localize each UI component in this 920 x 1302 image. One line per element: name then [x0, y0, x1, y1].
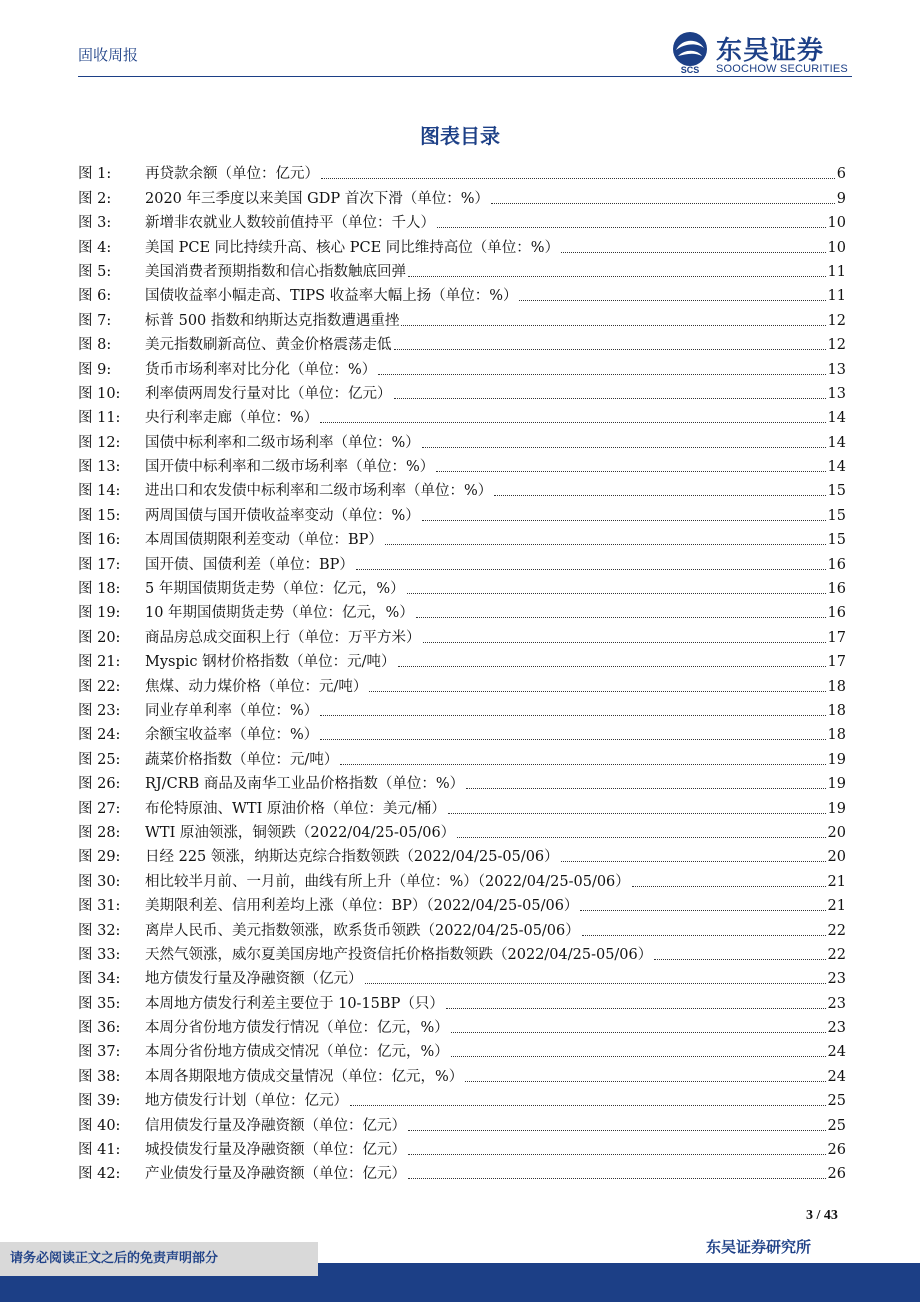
toc-dot-leader: [356, 566, 826, 570]
toc-dot-leader: [582, 932, 826, 936]
toc-page-number: 15: [827, 507, 846, 524]
toc-entry[interactable]: [78, 696, 846, 720]
toc-dot-leader: [423, 639, 826, 643]
toc-entry[interactable]: [78, 915, 846, 939]
toc-entry[interactable]: [78, 647, 846, 671]
toc-dot-leader: [378, 371, 825, 375]
toc-figure-title: 本周分省份地方债成交情况（单位：亿元，%）: [145, 1044, 449, 1061]
toc-figure-title: 本周国债期限利差变动（单位：BP）: [145, 532, 383, 549]
toc-entry[interactable]: [78, 159, 846, 183]
disclaimer-text: 请务必阅读正文之后的免责声明部分: [0, 1242, 318, 1276]
toc-dot-leader: [320, 419, 825, 423]
toc-figure-title: 余额宝收益率（单位：%）: [145, 727, 319, 744]
toc-figure-number: 图 13:: [78, 459, 121, 476]
toc-entry[interactable]: [78, 574, 846, 598]
toc-figure-number: 图 5:: [78, 263, 112, 280]
toc-dot-leader: [422, 444, 826, 448]
toc-dot-leader: [408, 273, 826, 277]
toc-entry[interactable]: [78, 427, 846, 451]
toc-figure-number: 图 28:: [78, 824, 121, 841]
header-divider: [78, 76, 852, 77]
toc-entry[interactable]: [78, 281, 846, 305]
toc-figure-title: 进出口和农发债中标利率和二级市场利率（单位：%）: [145, 483, 493, 500]
toc-page-number: 19: [827, 751, 846, 768]
toc-page-number: 18: [827, 702, 846, 719]
toc-page-number: 15: [827, 483, 846, 500]
toc-dot-leader: [561, 249, 825, 253]
toc-figure-title: 美国消费者预期指数和信心指数触底回弹: [145, 263, 406, 280]
toc-page-number: 6: [836, 166, 846, 183]
toc-figure-number: 图 38:: [78, 1068, 121, 1085]
toc-figure-title: 国开债、国债利差（单位：BP）: [145, 556, 354, 573]
toc-entry[interactable]: [78, 671, 846, 695]
toc-page-number: 16: [827, 556, 846, 573]
toc-dot-leader: [436, 468, 825, 472]
toc-entry[interactable]: [78, 257, 846, 281]
toc-figure-title: 利率债两周发行量对比（单位：亿元）: [145, 385, 392, 402]
toc-figure-number: 图 42:: [78, 1166, 121, 1183]
toc-figure-title: 标普 500 指数和纳斯达克指数遭遇重挫: [145, 312, 400, 329]
toc-figure-title: WTI 原油领涨，铜领跌（2022/04/25-05/06）: [145, 824, 456, 841]
toc-figure-title: 新增非农就业人数较前值持平（单位：千人）: [145, 215, 435, 232]
toc-page-number: 12: [827, 337, 846, 354]
toc-entry[interactable]: [78, 330, 846, 354]
toc-dot-leader: [580, 907, 825, 911]
logo-mark-text: SCS: [680, 65, 700, 74]
toc-figure-title: 本周各期限地方债成交量情况（单位：亿元，%）: [145, 1068, 464, 1085]
toc-page-number: 11: [827, 263, 846, 280]
toc-page-number: 12: [827, 312, 846, 329]
toc-page-number: 18: [827, 678, 846, 695]
toc-figure-title: 同业存单利率（单位：%）: [145, 702, 319, 719]
toc-page-number: 23: [827, 1020, 846, 1037]
toc-figure-title: RJ/CRB 商品及南华工业品价格指数（单位：%）: [145, 776, 465, 793]
toc-page-number: 16: [827, 605, 846, 622]
toc-entry[interactable]: [78, 598, 846, 622]
toc-figure-title: 货币市场利率对比分化（单位：%）: [145, 361, 377, 378]
toc-figure-title: 国债中标利率和二级市场利率（单位：%）: [145, 434, 420, 451]
figure-table-of-contents: [78, 159, 846, 1183]
toc-figure-number: 图 17:: [78, 556, 121, 573]
toc-entry[interactable]: [78, 744, 846, 768]
toc-entry[interactable]: [78, 549, 846, 573]
toc-dot-leader: [519, 297, 825, 301]
toc-dot-leader: [422, 517, 826, 521]
toc-page-number: 14: [827, 410, 846, 427]
toc-page-number: 25: [827, 1117, 846, 1134]
toc-page-number: 20: [827, 824, 846, 841]
toc-figure-number: 图 37:: [78, 1044, 121, 1061]
toc-figure-number: 图 12:: [78, 434, 121, 451]
toc-page-number: 25: [827, 1093, 846, 1110]
report-section-label: 固收周报: [78, 46, 139, 64]
toc-figure-number: 图 31:: [78, 898, 121, 915]
toc-entry[interactable]: [78, 379, 846, 403]
toc-page-number: 16: [827, 581, 846, 598]
toc-page-number: 24: [827, 1068, 846, 1085]
toc-page-number: 9: [836, 190, 846, 207]
toc-figure-number: 图 27:: [78, 800, 121, 817]
toc-dot-leader: [561, 858, 826, 862]
toc-entry[interactable]: [78, 1013, 846, 1037]
toc-dot-leader: [408, 1175, 826, 1179]
toc-dot-leader: [416, 614, 826, 618]
toc-dot-leader: [320, 736, 825, 740]
toc-dot-leader: [466, 785, 825, 789]
toc-figure-number: 图 21:: [78, 654, 121, 671]
toc-figure-title: 美元指数刷新高位、黄金价格震荡走低: [145, 337, 392, 354]
toc-figure-number: 图 3:: [78, 215, 112, 232]
toc-entry[interactable]: [78, 452, 846, 476]
toc-figure-title: 蔬菜价格指数（单位：元/吨）: [145, 751, 339, 768]
toc-figure-number: 图 34:: [78, 971, 121, 988]
toc-dot-leader: [448, 810, 826, 814]
toc-figure-title: 天然气领涨，威尔夏美国房地产投资信托价格指数领跌（2022/04/25-05/06）: [145, 946, 653, 963]
page-number: 3 / 43: [806, 1208, 838, 1223]
toc-page-number: 23: [827, 971, 846, 988]
toc-figure-title: 2020 年三季度以来美国 GDP 首次下滑（单位：%）: [145, 190, 489, 207]
toc-dot-leader: [451, 1053, 826, 1057]
toc-entry[interactable]: [78, 232, 846, 256]
toc-figure-title: 美期限利差、信用利差均上涨（单位：BP）（2022/04/25-05/06）: [145, 898, 579, 915]
toc-dot-leader: [407, 590, 826, 594]
toc-figure-number: 图 19:: [78, 605, 121, 622]
toc-figure-title: 信用债发行量及净融资额（单位：亿元）: [145, 1117, 406, 1134]
scs-logo-icon: [668, 30, 712, 74]
toc-page-number: 11: [827, 288, 846, 305]
toc-dot-leader: [465, 1078, 825, 1082]
toc-figure-number: 图 41:: [78, 1142, 121, 1159]
toc-figure-title: 再贷款余额（单位：亿元）: [145, 166, 319, 183]
toc-page-number: 21: [827, 873, 846, 890]
toc-figure-number: 图 35:: [78, 995, 121, 1012]
toc-dot-leader: [365, 980, 826, 984]
toc-dot-leader: [369, 688, 825, 692]
toc-dot-leader: [385, 541, 826, 545]
toc-figure-title: 国开债中标利率和二级市场利率（单位：%）: [145, 459, 435, 476]
toc-page-number: 17: [827, 629, 846, 646]
toc-page-number: 26: [827, 1166, 846, 1183]
toc-figure-title: Myspic 钢材价格指数（单位：元/吨）: [145, 654, 396, 671]
toc-entry[interactable]: [78, 1159, 846, 1183]
toc-entry[interactable]: [78, 940, 846, 964]
toc-figure-title: 两周国债与国开债收益率变动（单位：%）: [145, 507, 420, 524]
toc-page-number: 22: [827, 922, 846, 939]
toc-dot-leader: [401, 322, 825, 326]
toc-dot-leader: [394, 395, 826, 399]
toc-dot-leader: [451, 1029, 826, 1033]
toc-entry[interactable]: [78, 403, 846, 427]
toc-page-number: 19: [827, 800, 846, 817]
toc-figure-title: 焦煤、动力煤价格（单位：元/吨）: [145, 678, 368, 695]
toc-entry[interactable]: [78, 964, 846, 988]
toc-page-number: 22: [827, 946, 846, 963]
toc-figure-number: 图 26:: [78, 776, 121, 793]
toc-entry[interactable]: [78, 793, 846, 817]
toc-entry[interactable]: [78, 842, 846, 866]
toc-page-number: 13: [827, 361, 846, 378]
toc-dot-leader: [320, 712, 825, 716]
toc-figure-number: 图 40:: [78, 1117, 121, 1134]
page-title: 图表目录: [420, 124, 500, 148]
toc-dot-leader: [437, 224, 826, 228]
toc-entry[interactable]: [78, 354, 846, 378]
toc-figure-number: 图 32:: [78, 922, 121, 939]
toc-dot-leader: [408, 1127, 826, 1131]
toc-figure-title: 10 年期国债期货走势（单位：亿元，%）: [145, 605, 414, 622]
toc-dot-leader: [654, 956, 825, 960]
toc-entry[interactable]: [78, 818, 846, 842]
toc-figure-number: 图 36:: [78, 1020, 121, 1037]
toc-entry[interactable]: [78, 1086, 846, 1110]
toc-figure-title: 相比较半月前、一月前，曲线有所上升（单位：%）（2022/04/25-05/06）: [145, 873, 630, 890]
toc-figure-number: 图 2:: [78, 190, 112, 207]
toc-entry[interactable]: [78, 1037, 846, 1061]
toc-figure-number: 图 14:: [78, 483, 121, 500]
toc-figure-number: 图 16:: [78, 532, 121, 549]
toc-figure-title: 本周地方债发行利差主要位于 10-15BP（只）: [145, 995, 444, 1012]
toc-figure-title: 城投债发行量及净融资额（单位：亿元）: [145, 1142, 406, 1159]
toc-figure-number: 图 23:: [78, 702, 121, 719]
toc-figure-title: 离岸人民币、美元指数领涨，欧系货币领跌（2022/04/25-05/06）: [145, 922, 580, 939]
toc-figure-title: 商品房总成交面积上行（单位：万平方米）: [145, 629, 421, 646]
toc-entry[interactable]: [78, 1110, 846, 1134]
toc-page-number: 15: [827, 532, 846, 549]
toc-figure-number: 图 7:: [78, 312, 112, 329]
toc-figure-title: 地方债发行量及净融资额（亿元）: [145, 971, 363, 988]
toc-dot-leader: [457, 834, 825, 838]
toc-entry[interactable]: [78, 891, 846, 915]
toc-figure-number: 图 6:: [78, 288, 112, 305]
toc-page-number: 19: [827, 776, 846, 793]
toc-page-number: 17: [827, 654, 846, 671]
toc-figure-number: 图 24:: [78, 727, 121, 744]
toc-figure-number: 图 30:: [78, 873, 121, 890]
toc-figure-number: 图 22:: [78, 678, 121, 695]
toc-figure-number: 图 39:: [78, 1093, 121, 1110]
toc-page-number: 21: [827, 898, 846, 915]
toc-entry[interactable]: [78, 720, 846, 744]
toc-page-number: 14: [827, 459, 846, 476]
toc-entry[interactable]: [78, 208, 846, 232]
toc-dot-leader: [494, 492, 825, 496]
toc-dot-leader: [446, 1005, 826, 1009]
toc-figure-number: 图 25:: [78, 751, 121, 768]
toc-figure-title: 产业债发行量及净融资额（单位：亿元）: [145, 1166, 406, 1183]
logo-english-name: SOOCHOW SECURITIES: [716, 63, 848, 75]
toc-figure-number: 图 10:: [78, 385, 121, 402]
toc-entry[interactable]: [78, 183, 846, 207]
toc-entry[interactable]: [78, 305, 846, 329]
toc-dot-leader: [632, 883, 826, 887]
toc-dot-leader: [340, 761, 825, 765]
toc-figure-number: 图 33:: [78, 946, 121, 963]
toc-figure-number: 图 11:: [78, 410, 121, 427]
toc-entry[interactable]: [78, 866, 846, 890]
toc-entry[interactable]: [78, 525, 846, 549]
toc-page-number: 24: [827, 1044, 846, 1061]
toc-dot-leader: [350, 1102, 826, 1106]
toc-page-number: 14: [827, 434, 846, 451]
toc-figure-title: 本周分省份地方债发行情况（单位：亿元，%）: [145, 1020, 449, 1037]
toc-figure-title: 美国 PCE 同比持续升高、核心 PCE 同比维持高位（单位：%）: [145, 239, 560, 256]
toc-page-number: 10: [827, 215, 846, 232]
toc-figure-number: 图 18:: [78, 581, 121, 598]
logo-chinese-name: 东吴证券: [716, 36, 825, 66]
toc-page-number: 26: [827, 1142, 846, 1159]
toc-entry[interactable]: [78, 1061, 846, 1085]
toc-dot-leader: [394, 346, 826, 350]
toc-page-number: 23: [827, 995, 846, 1012]
toc-entry[interactable]: [78, 500, 846, 524]
toc-entry[interactable]: [78, 1135, 846, 1159]
toc-figure-number: 图 20:: [78, 629, 121, 646]
toc-entry[interactable]: [78, 988, 846, 1012]
toc-dot-leader: [491, 200, 835, 204]
toc-entry[interactable]: [78, 476, 846, 500]
toc-dot-leader: [398, 663, 826, 667]
toc-figure-title: 5 年期国债期货走势（单位：亿元，%）: [145, 581, 405, 598]
toc-page-number: 13: [827, 385, 846, 402]
toc-figure-number: 图 1:: [78, 166, 112, 183]
toc-figure-number: 图 8:: [78, 337, 112, 354]
institution-name: 东吴证券研究所: [706, 1238, 812, 1256]
toc-figure-title: 央行利率走廊（单位：%）: [145, 410, 319, 427]
toc-page-number: 10: [827, 239, 846, 256]
toc-entry[interactable]: [78, 769, 846, 793]
toc-entry[interactable]: [78, 622, 846, 646]
toc-figure-number: 图 4:: [78, 239, 112, 256]
toc-dot-leader: [321, 175, 835, 179]
toc-page-number: 20: [827, 849, 846, 866]
toc-figure-title: 地方债发行计划（单位：亿元）: [145, 1093, 348, 1110]
toc-figure-number: 图 15:: [78, 507, 121, 524]
toc-page-number: 18: [827, 727, 846, 744]
toc-figure-title: 国债收益率小幅走高、TIPS 收益率大幅上扬（单位：%）: [145, 288, 518, 305]
company-logo: [668, 30, 858, 78]
toc-figure-number: 图 9:: [78, 361, 112, 378]
toc-figure-title: 布伦特原油、WTI 原油价格（单位：美元/桶）: [145, 800, 446, 817]
toc-figure-title: 日经 225 领涨，纳斯达克综合指数领跌（2022/04/25-05/06）: [145, 849, 559, 866]
toc-dot-leader: [408, 1151, 826, 1155]
toc-figure-number: 图 29:: [78, 849, 121, 866]
